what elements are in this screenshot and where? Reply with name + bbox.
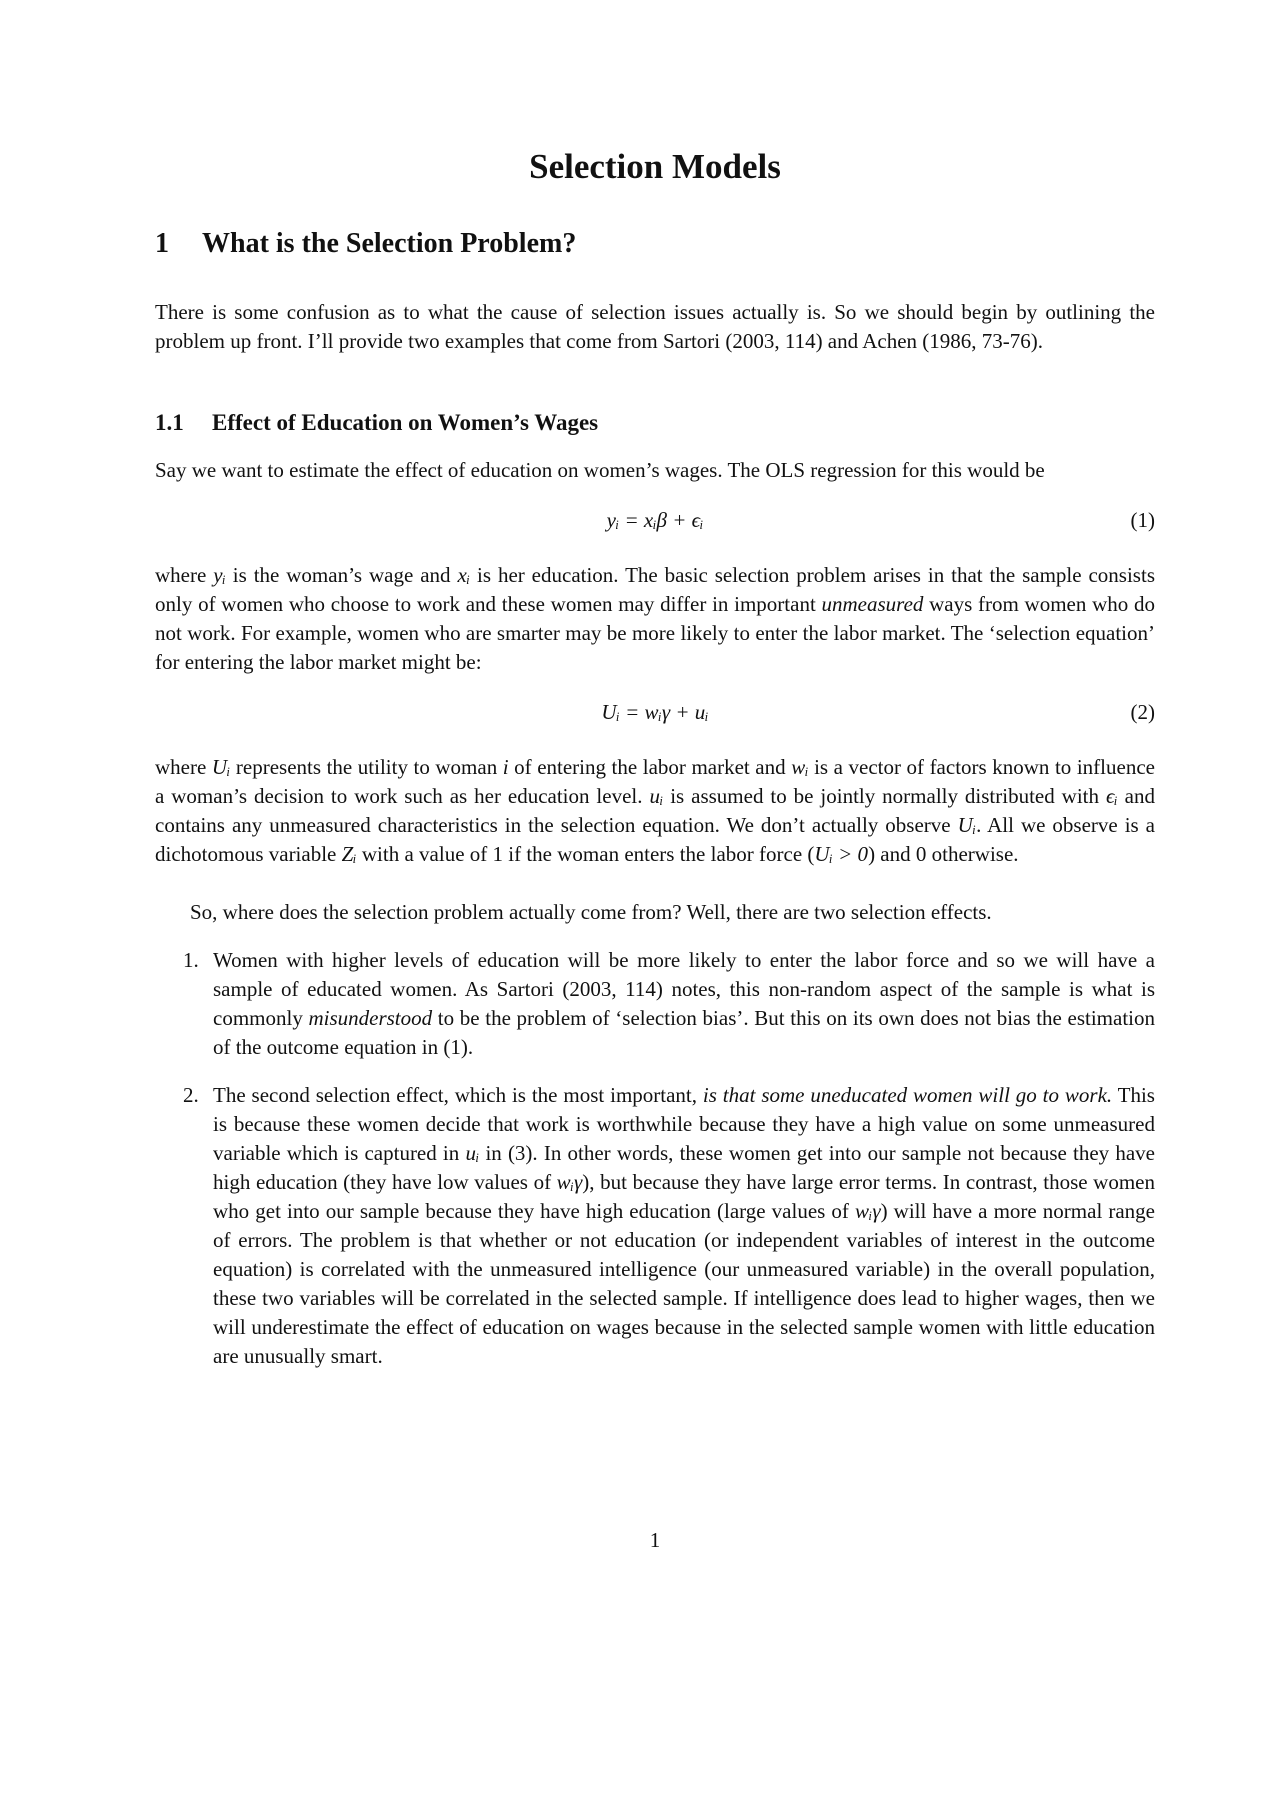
math-U-i-2: Uᵢ <box>957 813 977 837</box>
math-w-i-gamma-2: wᵢγ <box>855 1199 881 1223</box>
text: of entering the labor market and <box>508 755 792 779</box>
subsection-1-1-heading <box>155 408 598 438</box>
equation-2 <box>155 698 1155 728</box>
text: ) will have a more normal range of errors. The problem is that whether or not education (or independent variables of interest in the outcome equation) is correlated with the unmeasured intelligence (our unmeasured variable) in the overall population, these two variables will be correlated in the selected sample. If intelligence does lead to higher wages, then we will underestimate the effect of education on wages because in the selected sample women with little education are unusually smart. <box>213 1199 1155 1368</box>
text: where <box>155 563 214 587</box>
text: represents the utility to woman <box>230 755 503 779</box>
text: is a vector of factors known to influence a woman’s decision to work such as her education level. <box>155 755 1155 808</box>
text: ), but because they have large error terms. In contrast, those women who get into our sample because they have high education (large values of <box>213 1170 1155 1223</box>
math-w-i: wᵢ <box>791 755 809 779</box>
section-1-title: What is the Selection Problem? <box>202 228 577 259</box>
section-1-heading <box>155 226 576 262</box>
equation-1-expression: yᵢ = xᵢβ + ϵᵢ <box>606 508 704 532</box>
math-x-i: xᵢ <box>457 563 471 587</box>
math-eps-i: ϵᵢ <box>1105 784 1118 808</box>
text: in (3). In other words, these women get into our sample not because they have high education (they have low values of <box>213 1141 1155 1194</box>
text: is assumed to be jointly normally distributed with <box>663 784 1106 808</box>
page-number: 1 <box>649 1528 661 1552</box>
math-y-i: yᵢ <box>213 563 226 587</box>
list-item <box>155 1081 1155 1371</box>
text: The second selection effect, which is the most important, <box>213 1083 703 1107</box>
emphasis-misunderstood: misunderstood <box>308 1006 433 1030</box>
math-w-i-gamma: wᵢγ <box>556 1170 583 1194</box>
text: with a value of 1 if the woman enters the labor force ( <box>356 842 815 866</box>
text: . All we observe is a dichotomous variable <box>155 813 1156 866</box>
text: Women with higher levels of education will be more likely to enter the labor force and so we will have a sample of educated women. As Sartori (2003, 114) notes, this non-random aspect of the sample is what is commonly <box>213 948 1155 1030</box>
math-i: i <box>502 755 509 779</box>
math-u-i: uᵢ <box>649 784 664 808</box>
list-marker: 2. <box>183 1083 199 1107</box>
equation-2-label: (2) <box>1130 700 1155 724</box>
paragraph-where-y <box>155 561 1155 677</box>
text: is the woman’s wage and <box>225 563 458 587</box>
emphasis-unmeasured: unmeasured <box>821 592 924 616</box>
equation-1 <box>155 506 1155 536</box>
math-Z-i: Zᵢ <box>341 842 357 866</box>
math-U-i: Uᵢ <box>211 755 231 779</box>
section-1-intro: There is some confusion as to what the cause of selection issues actually is. So we should begin by outlining the problem up front. I’ll provide two examples that come from Sartori (2003, 114) and Achen (1986, 73-76). <box>155 300 1155 353</box>
paragraph-so-where: So, where does the selection problem actually come from? Well, there are two selection effects. <box>190 900 992 924</box>
text: is her education. The basic selection problem arises in that the sample consists only of women who choose to work and these women may differ in important <box>155 563 1155 616</box>
selection-effects-list <box>155 946 1155 1371</box>
text: to be the problem of ‘selection bias’. But this on its own does not bias the estimation of the outcome equation in (1). <box>213 1006 1155 1059</box>
emphasis-uneducated-women: is that some uneducated women will go to work. <box>702 1083 1113 1107</box>
math-u-i: uᵢ <box>465 1141 480 1165</box>
equation-2-expression: Uᵢ = wᵢγ + uᵢ <box>601 700 709 724</box>
document-title: Selection Models <box>529 147 781 186</box>
math-condition: Uᵢ > 0 <box>814 842 869 866</box>
list-marker: 1. <box>183 948 199 972</box>
subsection-1-1-lead: Say we want to estimate the effect of education on women’s wages. The OLS regression for this would be <box>155 458 1045 482</box>
text: and contains any unmeasured characteristics in the selection equation. We don’t actually observe <box>155 784 1156 837</box>
subsection-1-1-title: Effect of Education on Women’s Wages <box>212 410 599 435</box>
list-item <box>155 946 1155 1062</box>
text: This is because these women decide that work is worthwhile because they have a high value on some unmeasured variable which is captured in <box>213 1083 1155 1165</box>
paragraph-where-U <box>155 753 1155 869</box>
equation-1-label: (1) <box>1130 508 1155 532</box>
text: ) and 0 otherwise. <box>868 842 1019 866</box>
section-1-number: 1 <box>155 228 169 259</box>
text: where <box>155 755 212 779</box>
text: ways from women who do not work. For example, women who are smarter may be more likely to enter the labor market. The ‘selection equation’ for entering the labor market might be: <box>155 592 1155 674</box>
subsection-1-1-number: 1.1 <box>155 410 184 435</box>
